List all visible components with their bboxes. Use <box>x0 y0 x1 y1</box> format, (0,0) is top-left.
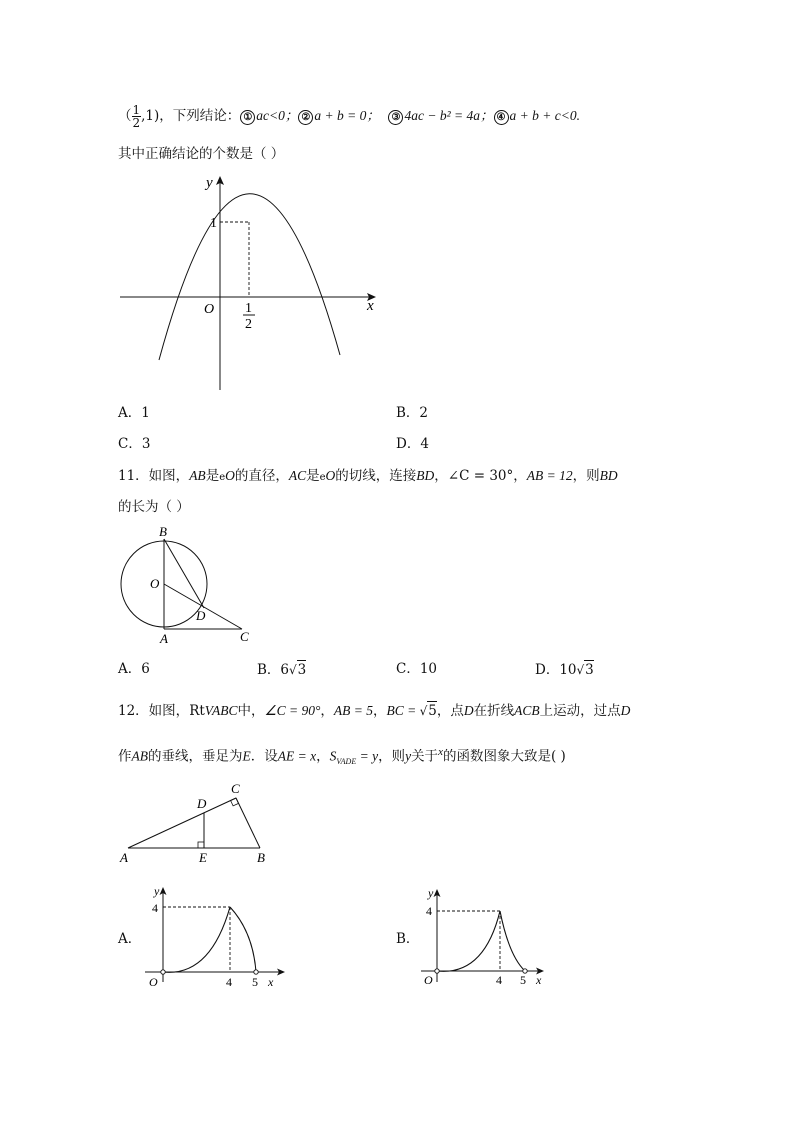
q11-option-d-radicand: 3 <box>585 662 594 678</box>
text-fold-line: 在折线 <box>473 703 515 719</box>
rt-text: Rt <box>189 703 205 719</box>
text-then-q12: ，则 <box>378 748 406 765</box>
tri-point-a: A <box>120 850 128 865</box>
b-y-tick-4: 4 <box>426 904 432 918</box>
angle-c: ∠C = 90° <box>264 703 321 718</box>
angle-c-value: ，∠C = 30°， <box>434 468 527 484</box>
ae-equals-x: AE = x <box>277 748 317 764</box>
a-x-tick-4: 4 <box>226 975 232 989</box>
circle-o-2: O <box>325 468 336 483</box>
point-e: E <box>242 748 251 764</box>
point-rest-text: ,1)，下列结论： <box>141 108 241 124</box>
text-tangent: 的切线，连接 <box>335 468 417 484</box>
text-perpendicular: 的垂线，垂足为 <box>148 748 243 765</box>
circle-tangent-figure <box>112 522 262 647</box>
side-cb <box>236 798 260 848</box>
q11-option-c[interactable]: C．10 <box>396 661 438 677</box>
segment-bd-line <box>164 539 204 608</box>
conclusion-1: ac<0； <box>256 108 299 123</box>
circled-number-1: ① <box>240 110 255 125</box>
var-x: x <box>438 746 443 758</box>
circle-symbol: e <box>219 472 226 483</box>
b-curve-falling <box>500 911 525 971</box>
fold-acb: ACB <box>514 703 540 718</box>
point-o-label: O <box>150 576 160 591</box>
text-shi: 是 <box>205 468 220 484</box>
segment-ac: AC <box>288 468 307 483</box>
option-b-graph <box>416 884 566 994</box>
q11-option-a[interactable]: A．6 <box>118 661 150 677</box>
b-origin-label: O <box>424 973 433 987</box>
area-subscript: VADE <box>336 757 357 767</box>
a-open-point-five <box>254 970 258 974</box>
circled-number-3: ③ <box>388 110 403 125</box>
b-x-label: x <box>536 973 542 987</box>
b-x-tick-4: 4 <box>496 973 502 987</box>
q11-option-b[interactable]: B．6√3 <box>257 662 307 678</box>
q11-option-d[interactable]: D．10√3 <box>535 662 594 678</box>
q10-question-line: 其中正确结论的个数是（ ） <box>118 146 285 162</box>
q10-option-b[interactable]: B．2 <box>396 405 429 421</box>
vertex-x-denominator: 2 <box>245 317 252 332</box>
side-ac <box>128 798 236 848</box>
text-moving: 上运动，过点 <box>539 703 621 719</box>
q11-question-line1 <box>118 467 618 487</box>
b-x-tick-5: 5 <box>520 973 526 987</box>
right-angle-mark-e <box>198 842 204 848</box>
b-curve-rising <box>437 911 500 971</box>
origin-label: O <box>204 302 215 317</box>
var-y: y <box>405 748 412 764</box>
area-equals-y: = y <box>356 748 379 764</box>
text-then: ，则 <box>572 468 600 484</box>
tri-point-c: C <box>231 781 240 796</box>
q11-question-line2: 的长为（ ） <box>118 499 190 515</box>
point-c-label: C <box>240 629 249 644</box>
q11-option-d-text: D．10 <box>535 662 577 678</box>
circle-o: O <box>225 468 235 483</box>
a-x-label: x <box>268 975 274 989</box>
q10-option-a[interactable]: A．1 <box>118 405 150 421</box>
conclusion-4: a + b + c<0. <box>509 108 580 123</box>
tri-point-b: B <box>257 850 265 865</box>
a-origin-label: O <box>149 975 158 989</box>
q12-question-line1: 12．如图，RtVABC中，∠C = 90°，AB = 5，BC = √5，点D在折线ACB上运动，过点D <box>118 703 631 719</box>
q12-question-line2: 作AB的垂线，垂足为E．设AE = x，$S_{VADE} = y$，则y关于$^x$的函数图象大致是( ) <box>118 746 566 767</box>
segment-ab-q12: AB <box>131 748 148 764</box>
point-d: D <box>463 703 474 718</box>
tri-point-d: D <box>197 796 207 811</box>
a-open-point-origin <box>161 970 165 974</box>
point-a-label: A <box>160 631 168 646</box>
text-about: 关于 <box>411 748 439 765</box>
a-x-tick-5: 5 <box>252 975 258 989</box>
text-function-graph: 的函数图象大致是( ) <box>442 748 566 765</box>
q11-number: 11．如图， <box>118 468 190 484</box>
ab-equals-5: AB = 5 <box>333 703 374 718</box>
a-curve-rising <box>163 907 230 972</box>
text-zuo: 作 <box>118 748 132 765</box>
vertex-x-numerator: 1 <box>245 301 252 316</box>
b-open-point-origin <box>435 969 439 973</box>
q10-option-c[interactable]: C．3 <box>118 436 151 452</box>
circle-symbol-2: e <box>319 472 326 483</box>
fraction-numerator: 1 <box>132 103 141 117</box>
right-triangle-figure <box>112 778 277 866</box>
option-a-graph <box>140 882 290 994</box>
peak-value-label: 1 <box>210 216 217 231</box>
conclusion-3: 4ac − b² = 4a； <box>404 108 494 123</box>
a-curve-falling <box>230 907 256 972</box>
segment-bd-2: BD <box>599 468 618 483</box>
text-set: ．设 <box>250 748 278 765</box>
point-d-label: D <box>196 608 206 623</box>
a-y-tick-4: 4 <box>152 901 158 915</box>
text-diameter: 的直径， <box>234 468 289 484</box>
ab-value: AB = 12 <box>526 468 573 483</box>
triangle-abc: VABC <box>204 703 238 718</box>
q12-option-a[interactable]: A． <box>118 931 142 947</box>
tri-point-e: E <box>199 850 207 865</box>
vertex-x-fraction <box>132 104 142 129</box>
q12-option-b[interactable]: B． <box>396 931 420 947</box>
a-y-label: y <box>154 884 160 898</box>
area-s: S <box>329 748 337 764</box>
segment-ab: AB <box>189 468 206 483</box>
text-shi-2: 是 <box>306 468 320 484</box>
q11-option-b-radicand: 3 <box>297 662 307 678</box>
x-axis-label: x <box>367 298 374 314</box>
circled-number-4: ④ <box>494 110 509 125</box>
q12-number: 12．如图， <box>118 703 190 719</box>
q10-option-d[interactable]: D．4 <box>396 436 429 452</box>
text-point: ，点 <box>436 703 464 719</box>
circled-number-2: ② <box>298 110 313 125</box>
point-b-label: B <box>159 524 167 539</box>
segment-bd: BD <box>416 468 435 483</box>
point-d-2: D <box>620 703 631 718</box>
fraction-denominator: 2 <box>132 116 141 130</box>
open-paren: （ <box>118 108 132 124</box>
b-y-label: y <box>428 886 434 900</box>
parabola-graph <box>112 170 387 395</box>
conclusion-2: a + b = 0； <box>314 108 380 123</box>
q11-option-b-text: B．6 <box>257 662 290 678</box>
bc-radicand: 5 <box>428 703 437 719</box>
text-zhong: 中， <box>237 703 265 719</box>
bc-equals: BC = <box>386 703 420 718</box>
parabola-curve <box>159 194 340 360</box>
y-axis-label: y <box>206 175 213 191</box>
q10-conclusions-line <box>118 104 580 129</box>
